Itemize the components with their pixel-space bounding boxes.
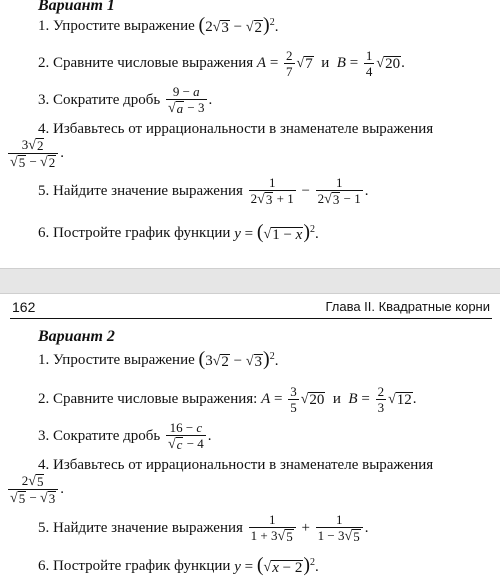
v2-task-3-text: 3. Сократите дробь [38,427,161,444]
v2-task-4-text: 4. Избавьтесь от иррациональности в знаменателе выражения [38,457,434,473]
v2-task-6-text: 6. Постройте график функции [38,557,231,574]
v2-task-2 [38,384,417,415]
v1-task-2-formula: A = $\frac{2}{7}$ √ 7 и B = $\frac{1}{4}$ √ 20 . [256,48,405,79]
v1-task-1-text: 1. Упростите выражение [38,17,195,34]
variant-1-title: Вариант 1 [38,0,115,14]
v2-task-3: 3. Сократите дробь 16 − c √ c − 4 . [38,420,212,452]
v1-task-4-text: 4. Избавьтесь от иррациональности в знаменателе выражения [38,121,434,137]
v2-task-4-formula: 2 √ 5 √ 5 − √ 3 [8,473,58,506]
v2-task-2-text: 2. Сравните числовые выражения: [38,391,258,407]
v1-task-6-text: 6. Постройте график функции [38,224,231,241]
v1-task-2 [38,48,405,79]
v1-task-6-formula: y = ( √ 1 − x )$^2$. [234,221,319,243]
v1-task-4 [38,121,433,138]
chapter-title: Глава II. Квадратные корни [325,299,490,314]
v1-task-6 [38,223,319,243]
v2-task-1-text: 1. Упростите выражение [38,351,195,368]
v2-task-1 [38,350,278,370]
v2-task-3-formula: 16 − c √ c − 4 [167,420,204,452]
header-rule [10,318,492,319]
v2-task-2-formula: A = $\frac{3}{5}$ √ 20 и B = $\frac{2}{3}$ √ 12 . [261,384,417,415]
v1-task-5-formula: 1 2 √ 3 + 1 − 1 2 √ 3 − 1 . [250,175,369,207]
v2-task-4-formula-wrap: 2 √ 5 √ 5 − √ 3 . [10,473,64,506]
v1-task-5-text: 5. Найдите значение выражения [38,182,243,199]
v1-task-5 [38,175,368,207]
v1-task-1 [38,16,278,36]
v1-task-3-formula: 9 − a √ a − 3 [167,84,205,116]
v2-task-6 [38,556,319,576]
v1-task-4-formula-wrap: 3 √ 2 √ 5 − √ 2 . [10,137,64,170]
v2-task-1-formula: (3 √ 2 − √ 3 )$^2$. [198,348,279,370]
v2-task-5-text: 5. Найдите значение выражения [38,519,243,536]
v1-task-2-text: 2. Сравните числовые выражения [38,55,254,71]
v2-task-5-formula: 1 1 + 3 √ 5 + 1 1 − 3 √ 5 . [250,512,369,544]
variant-2-title: Вариант 2 [38,328,115,345]
v2-task-5 [38,512,368,544]
page-gap [0,268,500,294]
v1-task-3: 3. Сократите дробь 9 − a √ a − 3 . [38,84,213,116]
v1-task-1-formula: (2 √ 3 − √ 2 )$^2$. [198,14,279,36]
v1-task-4-formula: 3 √ 2 √ 5 − √ 2 [8,137,58,170]
v2-task-4 [38,457,433,474]
v1-task-3-text: 3. Сократите дробь [38,91,161,108]
page-number: 162 [12,299,36,315]
v2-task-6-formula: y = ( √ x − 2 )$^2$. [234,554,319,576]
